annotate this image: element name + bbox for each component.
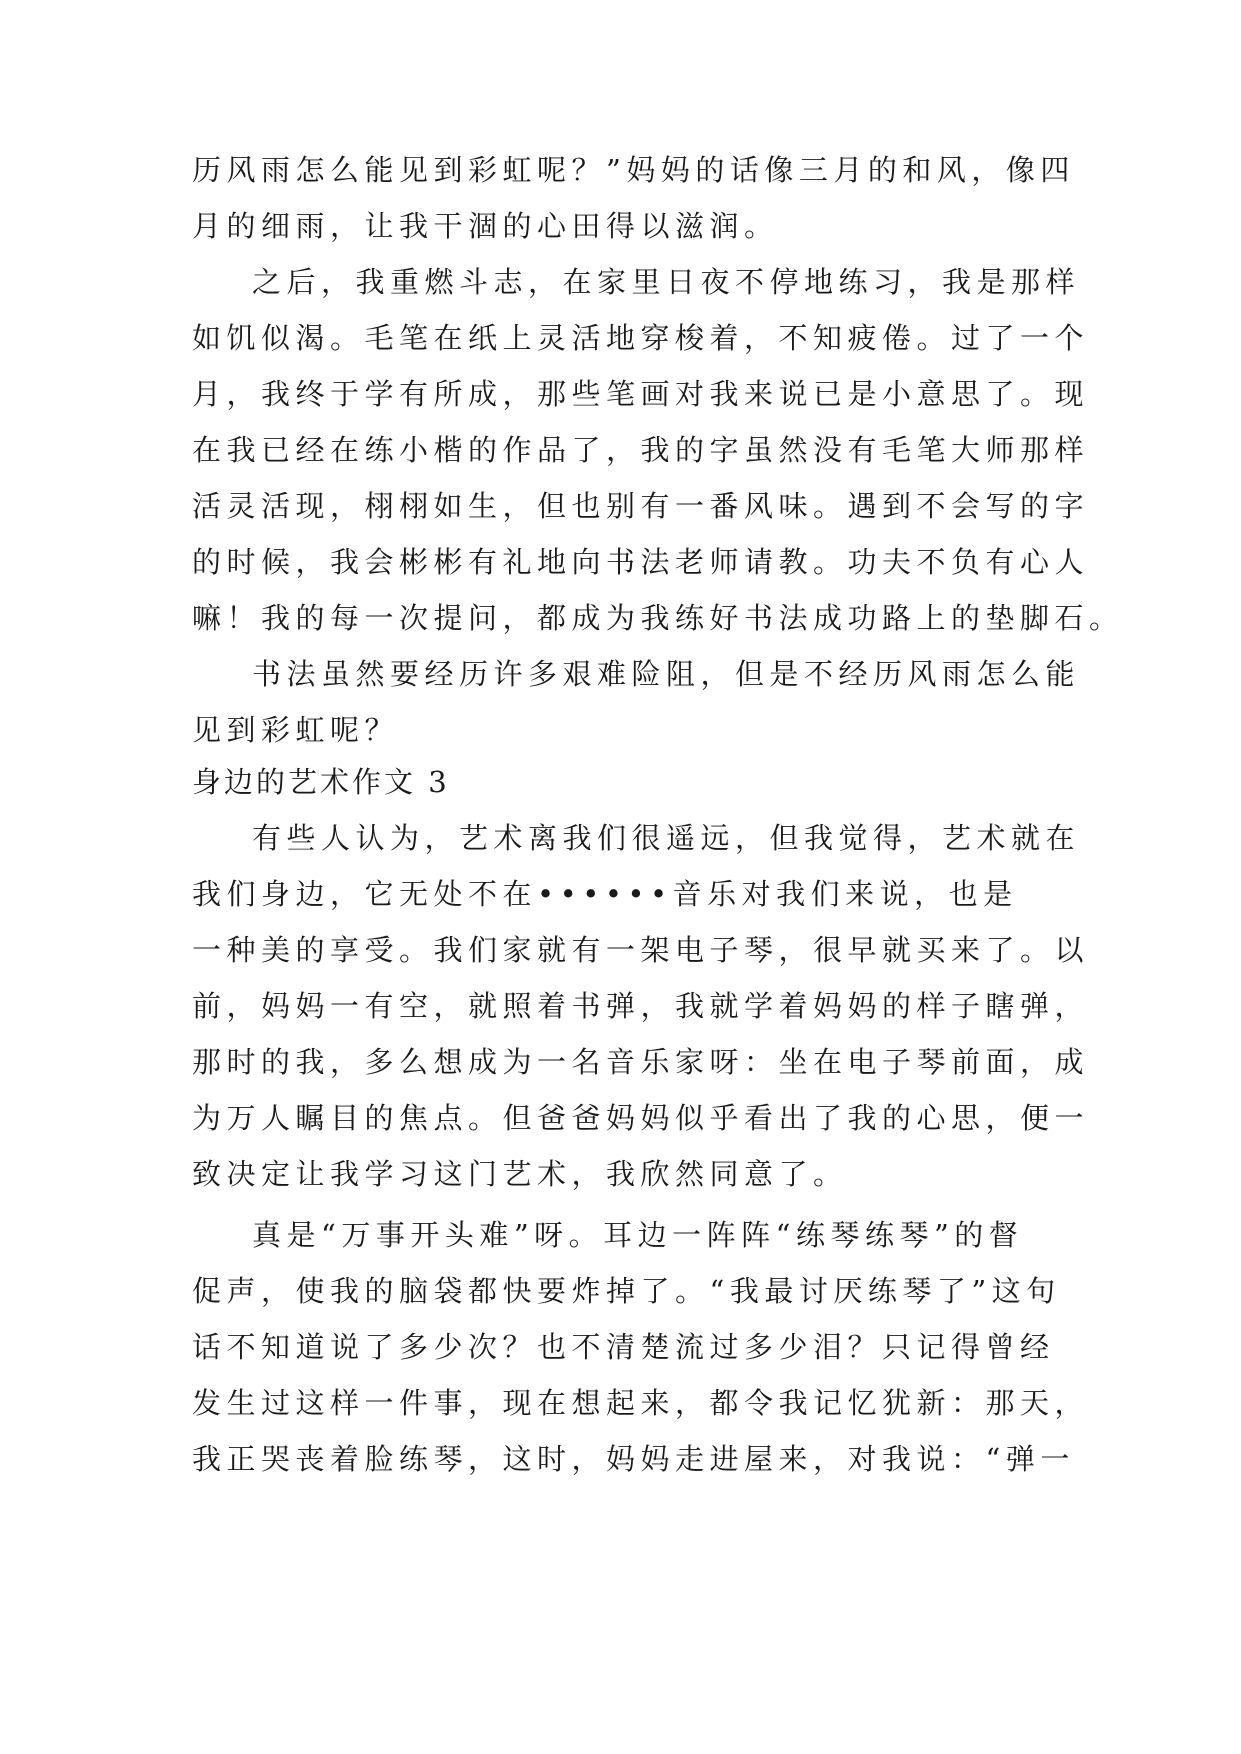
paragraph-start-line: 书法虽然要经历许多艰难险阻，但是不经历风雨怎么能 — [252, 657, 1081, 691]
text-line: 一种美的享受。我们家就有一架电子琴，很早就买来了。以 — [192, 933, 1090, 967]
text-line: 前，妈妈一有空，就照着书弹，我就学着妈妈的样子瞎弹， — [192, 989, 1090, 1023]
text-line: 话不知道说了多少次？也不清楚流过多少泪？只记得曾经 — [192, 1330, 1055, 1364]
paragraph-start-line: 真是“万事开头难”呀。耳边一阵阵“练琴练琴”的督 — [252, 1218, 1024, 1252]
paragraph-start-line: 有些人认为，艺术离我们很遥远，但我觉得，艺术就在 — [252, 821, 1081, 855]
text-line: 那时的我，多么想成为一名音乐家呀：坐在电子琴前面，成 — [192, 1045, 1090, 1079]
paragraph-start-line: 之后，我重燃斗志，在家里日夜不停地练习，我是那样 — [252, 265, 1081, 299]
text-line: 历风雨怎么能见到彩虹呢？”妈妈的话像三月的和风，像四 — [192, 153, 1075, 187]
text-line: 致决定让我学习这门艺术，我欣然同意了。 — [192, 1157, 848, 1191]
text-line: 月，我终于学有所成，那些笔画对我来说已是小意思了。现 — [192, 377, 1090, 411]
text-line: 嘛！我的每一次提问，都成为我练好书法成功路上的垫脚石。 — [192, 601, 1124, 635]
text-line: 我正哭丧着脸练琴，这时，妈妈走进屋来，对我说：“弹一 — [192, 1442, 1075, 1476]
text-line: 发生过这样一件事，现在想起来，都令我记忆犹新：那天， — [192, 1386, 1090, 1420]
text-line: 在我已经在练小楷的作品了，我的字虽然没有毛笔大师那样 — [192, 433, 1090, 467]
text-line: 月的细雨，让我干涸的心田得以滋润。 — [192, 209, 779, 243]
text-line: 活灵活现，栩栩如生，但也别有一番风味。遇到不会写的字 — [192, 489, 1090, 523]
text-line: 如饥似渴。毛笔在纸上灵活地穿梭着，不知疲倦。过了一个 — [192, 321, 1090, 355]
text-line: 见到彩虹呢？ — [192, 713, 400, 747]
text-line: 促声，使我的脑袋都快要炸掉了。“我最讨厌练琴了”这句 — [192, 1274, 1061, 1308]
text-line: 的时候，我会彬彬有礼地向书法老师请教。功夫不负有心人 — [192, 545, 1090, 579]
text-line: 我们身边，它无处不在••••••音乐对我们来说，也是 — [192, 877, 1018, 911]
text-line: 为万人瞩目的焦点。但爸爸妈妈似乎看出了我的心思，便一 — [192, 1101, 1090, 1135]
section-heading: 身边的艺术作文 3 — [192, 765, 450, 799]
